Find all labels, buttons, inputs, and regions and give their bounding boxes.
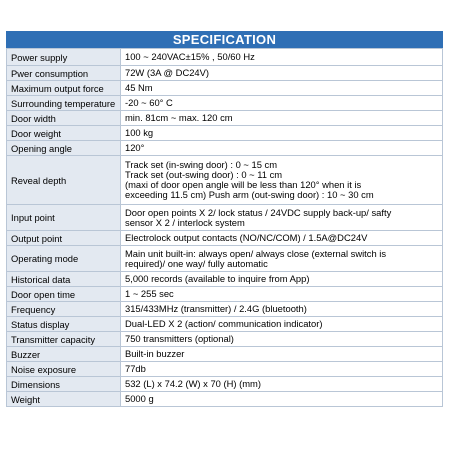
spec-value-line: -20 ~ 60° C [125, 97, 173, 108]
spec-value-line: 100 ~ 240VAC±15% , 50/60 Hz [125, 51, 255, 62]
spec-row [7, 317, 443, 332]
spec-row [7, 111, 443, 126]
spec-value [121, 392, 443, 407]
spec-value [121, 205, 443, 231]
spec-value [121, 246, 443, 272]
spec-row [7, 49, 443, 66]
spec-value-line: Electrolock output contacts (NO/NC/COM) / 1.5A@DC24V [125, 232, 368, 243]
spec-label: Historical data [7, 272, 121, 287]
spec-row [7, 66, 443, 81]
spec-row [7, 287, 443, 302]
spec-value-line: Track set (in-swing door) : 0 ~ 15 cm [125, 159, 278, 170]
spec-row [7, 332, 443, 347]
spec-value [121, 96, 443, 111]
spec-label: Reveal depth [7, 156, 121, 205]
spec-row [7, 302, 443, 317]
spec-value [121, 81, 443, 96]
spec-row [7, 96, 443, 111]
spec-label: Opening angle [7, 141, 121, 156]
spec-value [121, 347, 443, 362]
spec-label: Door width [7, 111, 121, 126]
spec-value-line: Track set (out-swing door) : 0 ~ 11 cm [125, 169, 283, 180]
spec-row [7, 347, 443, 362]
spec-label: Noise exposure [7, 362, 121, 377]
spec-label: Status display [7, 317, 121, 332]
spec-value-line: 5,000 records (available to inquire from App) [125, 273, 310, 284]
spec-value-line: (maxi of door open angle will be less than 120° when it is [125, 179, 362, 190]
spec-title: SPECIFICATION [6, 31, 443, 48]
spec-label: Dimensions [7, 377, 121, 392]
spec-label: Pwer consumption [7, 66, 121, 81]
spec-value-line: Dual-LED X 2 (action/ communication indicator) [125, 318, 323, 329]
spec-row [7, 362, 443, 377]
spec-label: Input point [7, 205, 121, 231]
spec-row [7, 246, 443, 272]
spec-label: Output point [7, 231, 121, 246]
spec-row [7, 392, 443, 407]
spec-value-line: Door open points X 2/ lock status / 24VDC supply back-up/ safty [125, 206, 392, 218]
spec-row [7, 156, 443, 205]
spec-row [7, 231, 443, 246]
spec-value [121, 272, 443, 287]
spec-value [121, 302, 443, 317]
spec-value-line: required)/ one way/ fully automatic [125, 257, 268, 269]
spec-label: Weight [7, 392, 121, 407]
spec-value [121, 49, 443, 66]
spec-row [7, 81, 443, 96]
spec-label: Transmitter capacity [7, 332, 121, 347]
spec-value [121, 111, 443, 126]
spec-label: Door open time [7, 287, 121, 302]
spec-value [121, 317, 443, 332]
spec-value-line: 315/433MHz (transmitter) / 2.4G (bluetooth) [125, 303, 307, 314]
spec-value [121, 126, 443, 141]
spec-value-line: 77db [125, 363, 146, 374]
spec-label: Operating mode [7, 246, 121, 272]
spec-value [121, 66, 443, 81]
spec-value [121, 231, 443, 246]
spec-value-line: 750 transmitters (optional) [125, 333, 234, 344]
spec-label: Surrounding temperature [7, 96, 121, 111]
spec-value-line: min. 81cm ~ max. 120 cm [125, 112, 233, 123]
spec-row [7, 377, 443, 392]
spec-label: Buzzer [7, 347, 121, 362]
spec-value [121, 141, 443, 156]
spec-value-line: 532 (L) x 74.2 (W) x 70 (H) (mm) [125, 378, 261, 389]
spec-value-line: exceeding 11.5 cm) Push arm (out-swing door) : 10 ~ 30 cm [125, 189, 374, 200]
spec-row [7, 126, 443, 141]
spec-value-line: 5000 g [125, 393, 154, 404]
spec-row [7, 272, 443, 287]
spec-row [7, 141, 443, 156]
spec-label: Frequency [7, 302, 121, 317]
spec-value-line: 45 Nm [125, 82, 153, 93]
spec-label: Power supply [7, 49, 121, 66]
spec-value-line: Main unit built-in: always open/ always close (external switch is [125, 247, 387, 259]
spec-value [121, 362, 443, 377]
spec-value [121, 332, 443, 347]
spec-value [121, 377, 443, 392]
spec-value-line: 1 ~ 255 sec [125, 288, 174, 299]
spec-value-line: 100 kg [125, 127, 154, 138]
spec-label: Maximum output force [7, 81, 121, 96]
spec-value-line: sensor X 2 / interlock system [125, 216, 245, 228]
spec-value-line: 120° [125, 142, 145, 153]
spec-label: Door weight [7, 126, 121, 141]
spec-table [6, 48, 443, 407]
spec-value [121, 287, 443, 302]
spec-value-line: 72W (3A @ DC24V) [125, 67, 210, 78]
spec-row [7, 205, 443, 231]
spec-value-line: Built-in buzzer [125, 348, 185, 359]
spec-value [121, 156, 443, 205]
